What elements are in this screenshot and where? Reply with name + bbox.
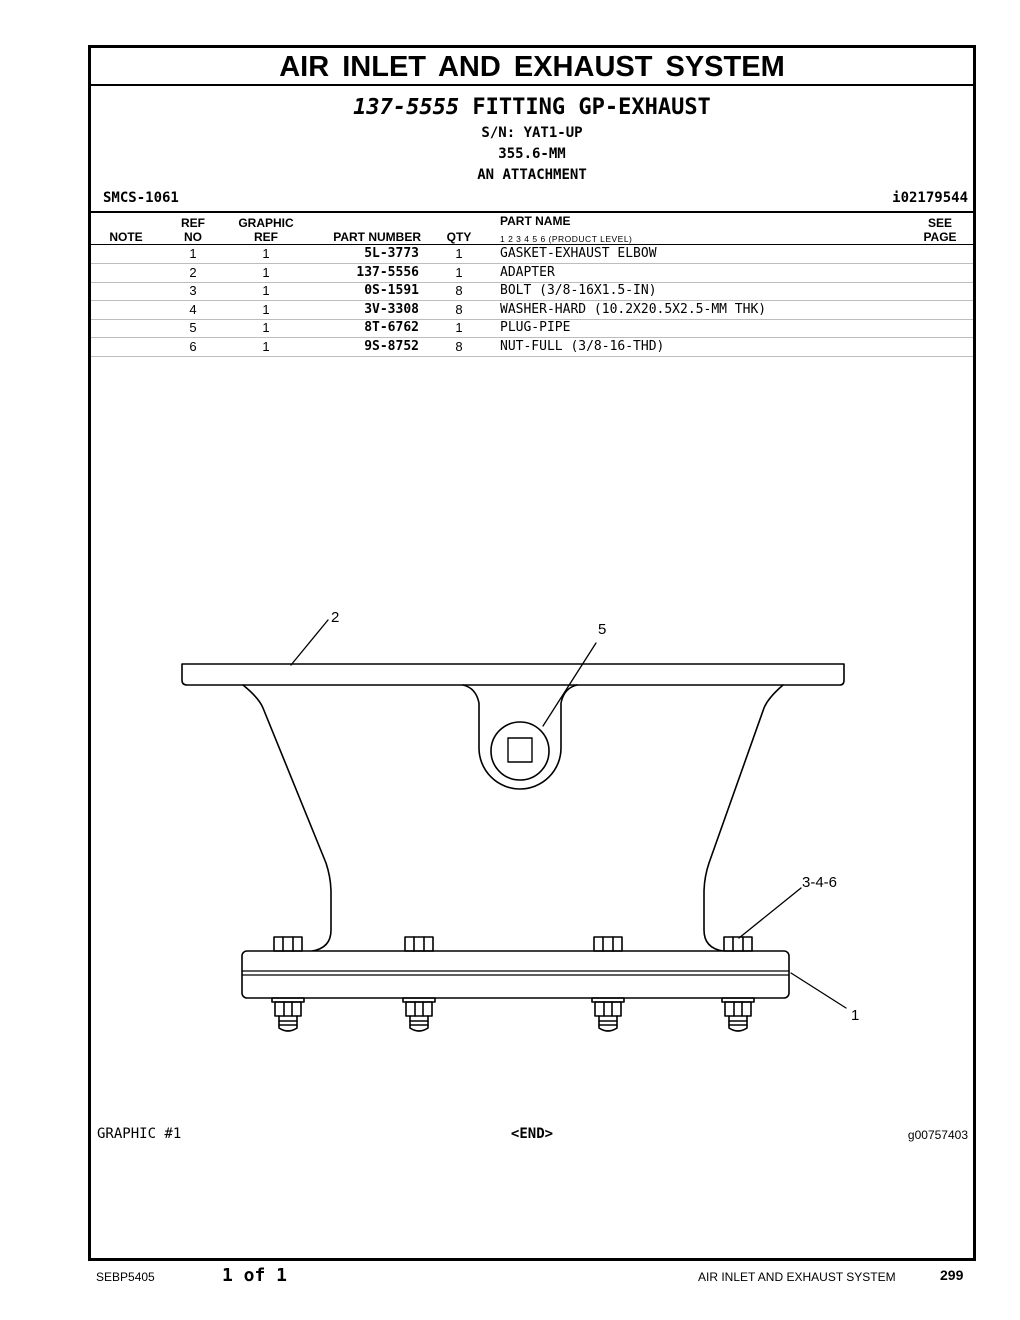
qty: 8: [455, 338, 463, 354]
part-number: 8T-6762: [364, 320, 419, 335]
callout-2: 2: [331, 609, 340, 626]
col-see-bottom: PAGE: [923, 230, 957, 244]
col-part-name: PART NAME: [500, 214, 571, 228]
col-part-number: PART NUMBER: [333, 230, 421, 244]
ref-no: 5: [189, 320, 197, 335]
ref-no: 2: [189, 264, 197, 280]
footer-section: AIR INLET AND EXHAUST SYSTEM: [698, 1270, 896, 1284]
part-number: 137-5556: [356, 264, 419, 280]
footer-page-number: 299: [940, 1267, 964, 1283]
product-levels: 1 2 3 4 5 6 (PRODUCT LEVEL): [500, 234, 633, 244]
qty: 1: [455, 264, 463, 280]
part-number: 9S-8752: [364, 338, 419, 354]
callout-3-4-6: 3-4-6: [802, 874, 838, 891]
graphic-ref: 1: [262, 301, 270, 317]
group-name: FITTING GP-EXHAUST: [472, 95, 711, 120]
adapter-body: [243, 685, 783, 951]
graphic-id: g00757403: [907, 1128, 968, 1142]
graphic-label: GRAPHIC #1: [97, 1126, 182, 1142]
qty: 8: [455, 283, 463, 298]
gasket-flange: [242, 951, 789, 998]
parts-drawing: [91, 48, 967, 1252]
part-name: BOLT (3/8-16X1.5-IN): [500, 283, 657, 298]
end-marker: <END>: [510, 1126, 554, 1142]
adapter-flange: [182, 664, 844, 685]
smcs-code: SMCS-1061: [103, 190, 179, 206]
qty: 1: [455, 320, 463, 335]
graphic-ref: 1: [262, 320, 270, 335]
size-label: 355.6-MM: [498, 146, 566, 162]
attachment-label: AN ATTACHMENT: [477, 167, 587, 183]
part-name: PLUG-PIPE: [500, 320, 571, 335]
callout-5: 5: [598, 621, 607, 638]
col-graphic-bottom: REF: [254, 230, 278, 244]
col-ref-bottom: NO: [184, 230, 202, 244]
serial-range: S/N: YAT1-UP: [481, 125, 583, 141]
graphic-ref: 1: [262, 264, 270, 280]
graphic-ref: 1: [262, 338, 270, 354]
page-frame: [88, 45, 976, 1261]
graphic-ref: 1: [262, 283, 270, 298]
callout-1: 1: [851, 1007, 860, 1024]
col-graphic-top: GRAPHIC: [238, 216, 294, 230]
part-name: GASKET-EXHAUST ELBOW: [500, 246, 657, 261]
part-number: 5L-3773: [364, 246, 419, 261]
ref-no: 6: [189, 338, 197, 354]
col-note: NOTE: [109, 230, 143, 244]
part-name: WASHER-HARD (10.2X20.5X2.5-MM THK): [500, 301, 767, 317]
col-see-top: SEE: [927, 216, 952, 230]
qty: 1: [455, 246, 463, 261]
qty: 8: [455, 301, 463, 317]
part-number: 3V-3308: [364, 301, 419, 317]
part-number: 0S-1591: [364, 283, 419, 298]
footer-page-count: 1 of 1: [222, 1265, 288, 1286]
col-qty: QTY: [446, 230, 472, 244]
ref-no: 1: [189, 246, 197, 261]
graphic-ref: 1: [262, 246, 270, 261]
footer-doc-number: SEBP5405: [96, 1270, 155, 1284]
group-number: 137-5555: [353, 95, 460, 120]
col-ref-top: REF: [181, 216, 205, 230]
ref-no: 3: [189, 283, 197, 298]
ref-no: 4: [189, 301, 197, 317]
part-name: ADAPTER: [500, 264, 555, 280]
illustration-id: i02179544: [892, 190, 968, 206]
part-name: NUT-FULL (3/8-16-THD): [500, 338, 665, 354]
page-title: AIR INLET AND EXHAUST SYSTEM: [91, 48, 973, 86]
